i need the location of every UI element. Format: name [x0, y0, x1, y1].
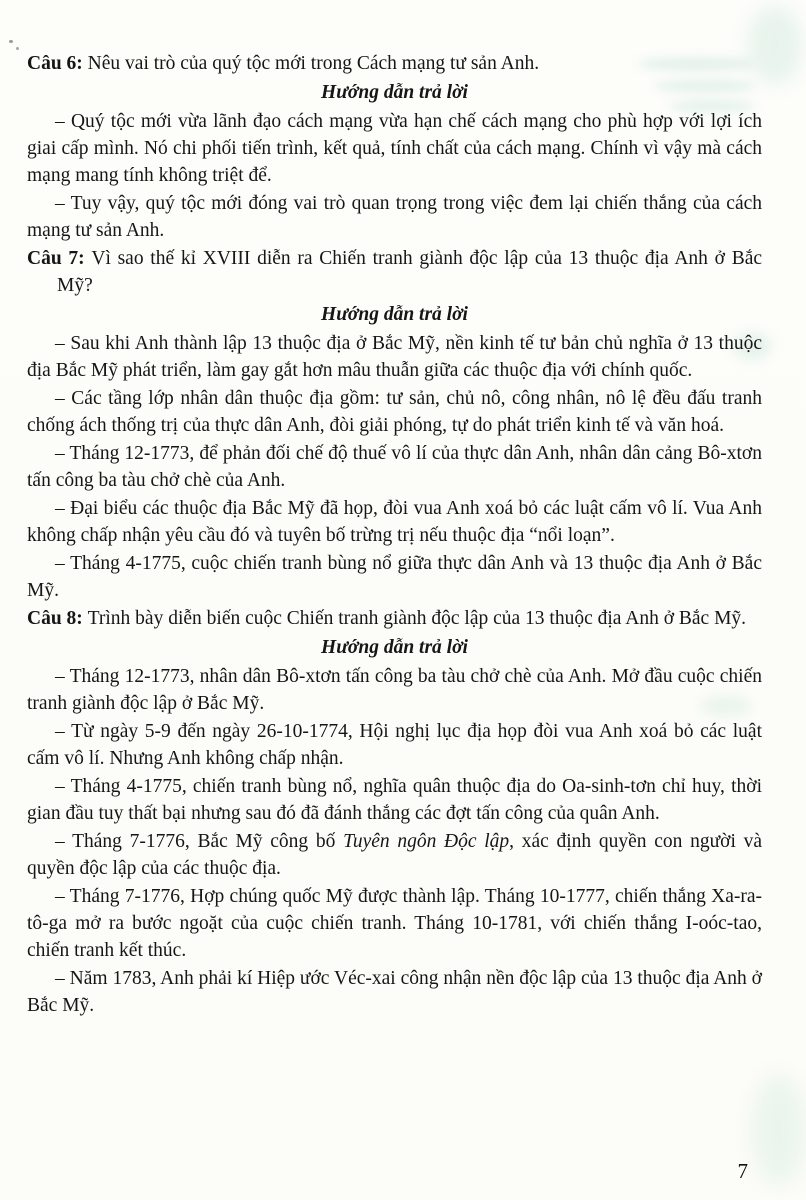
text-segment: Câu 7: — [27, 248, 92, 269]
text-segment: – Sau khi Anh thành lập 13 thuộc địa ở Bắc Mỹ, nền kinh tế tư bản chủ nghĩa ở 13 thuộc địa Bắc Mỹ phát triển, làm gay gắt hơn mâu thuẫn giữa các thuộc địa với chính quốc. — [27, 333, 762, 381]
document-body — [27, 50, 762, 1020]
scan-speck — [16, 47, 19, 50]
page-number: 7 — [737, 1159, 748, 1183]
scan-artifact — [752, 1075, 806, 1185]
text-segment: – Tháng 12-1773, nhân dân Bô-xtơn tấn công ba tàu chở chè của Anh. Mở đầu cuộc chiến tranh giành độc lập ở Bắc Mỹ. — [27, 666, 762, 714]
text-segment: – Tháng 7-1776, Bắc Mỹ công bố — [55, 831, 344, 852]
paragraph — [27, 718, 762, 772]
text-segment: – Tháng 4-1775, chiến tranh bùng nổ, nghĩa quân thuộc địa do Oa-sinh-tơn chỉ huy, thời gian đầu tuy thất bại nhưng sau đó đã đánh thắng các đợt tấn công của quân Anh. — [27, 776, 762, 824]
text-segment: – Tháng 7-1776, Hợp chúng quốc Mỹ được thành lập. Tháng 10-1777, chiến thắng Xa-ra-tô-ga mở ra bước ngoặt của cuộc chiến tranh. Tháng 10-1781, với chiến thắng I-oóc-tao, chiến tranh kết thúc. — [27, 886, 762, 961]
paragraph — [27, 965, 762, 1019]
paragraph — [27, 440, 762, 494]
paragraph — [27, 773, 762, 827]
paragraph — [27, 495, 762, 549]
paragraph — [27, 385, 762, 439]
question — [27, 245, 762, 299]
text-segment: Hướng dẫn trả lời — [321, 304, 468, 325]
text-segment: – Các tầng lớp nhân dân thuộc địa gồm: tư sản, chủ nô, công nhân, nô lệ đều đấu tranh chống ách thống trị của thực dân Anh, đòi giải phóng, tự do phát triển kinh tế và văn hoá. — [27, 388, 762, 436]
answer-guide-heading — [27, 634, 762, 661]
scan-speck — [9, 40, 13, 43]
question — [27, 50, 762, 77]
question — [27, 605, 762, 632]
text-segment: Nêu vai trò của quý tộc mới trong Cách mạng tư sản Anh. — [87, 53, 540, 74]
paragraph — [27, 828, 762, 882]
paragraph — [27, 190, 762, 244]
text-segment: Trình bày diễn biến cuộc Chiến tranh giành độc lập của 13 thuộc địa Anh ở Bắc Mỹ. — [87, 608, 747, 629]
answer-guide-heading — [27, 79, 762, 106]
text-segment: , xác định quyền con người và quyền độc lập của các thuộc địa. — [27, 831, 762, 879]
paragraph — [27, 330, 762, 384]
text-segment: – Từ ngày 5-9 đến ngày 26-10-1774, Hội nghị lục địa họp đòi vua Anh xoá bỏ các luật cấm vô lí. Nhưng Anh không chấp nhận. — [27, 721, 762, 769]
text-segment: Hướng dẫn trả lời — [321, 637, 468, 658]
paragraph — [27, 108, 762, 189]
text-segment: – Tháng 4-1775, cuộc chiến tranh bùng nổ giữa thực dân Anh và 13 thuộc địa Anh ở Bắc Mỹ. — [27, 553, 762, 601]
text-segment: – Đại biểu các thuộc địa Bắc Mỹ đã họp, đòi vua Anh xoá bỏ các luật cấm vô lí. Vua Anh không chấp nhận yêu cầu đó và tuyên bố trừng trị nếu thuộc địa “nổi loạn”. — [27, 498, 762, 546]
paragraph — [27, 550, 762, 604]
text-segment: Câu 8: — [27, 608, 88, 629]
text-segment: Vì sao thế kỉ XVIII diễn ra Chiến tranh giành độc lập của 13 thuộc địa Anh ở Bắc Mỹ? — [57, 248, 763, 296]
text-segment: Hướng dẫn trả lời — [321, 82, 468, 103]
paragraph — [27, 663, 762, 717]
answer-guide-heading — [27, 301, 762, 328]
text-segment: Tuyên ngôn Độc lập — [343, 831, 510, 852]
text-segment: – Quý tộc mới vừa lãnh đạo cách mạng vừa hạn chế cách mạng cho phù hợp với lợi ích giai cấp mình. Nó chi phối tiến trình, kết quả, tính chất của cách mạng. Chính vì vậy mà cách mạng mang tính không triệt để. — [27, 111, 762, 186]
text-segment: – Tuy vậy, quý tộc mới đóng vai trò quan trọng trong việc đem lại chiến thắng của cách mạng tư sản Anh. — [27, 193, 762, 241]
paragraph — [27, 883, 762, 964]
text-segment: – Năm 1783, Anh phải kí Hiệp ước Véc-xai công nhận nền độc lập của 13 thuộc địa Anh ở Bắc Mỹ. — [27, 968, 762, 1016]
text-segment: – Tháng 12-1773, để phản đối chế độ thuế vô lí của thực dân Anh, nhân dân cảng Bô-xtơn tấn công ba tàu chở chè của Anh. — [27, 443, 762, 491]
text-segment: Câu 6: — [27, 53, 88, 74]
